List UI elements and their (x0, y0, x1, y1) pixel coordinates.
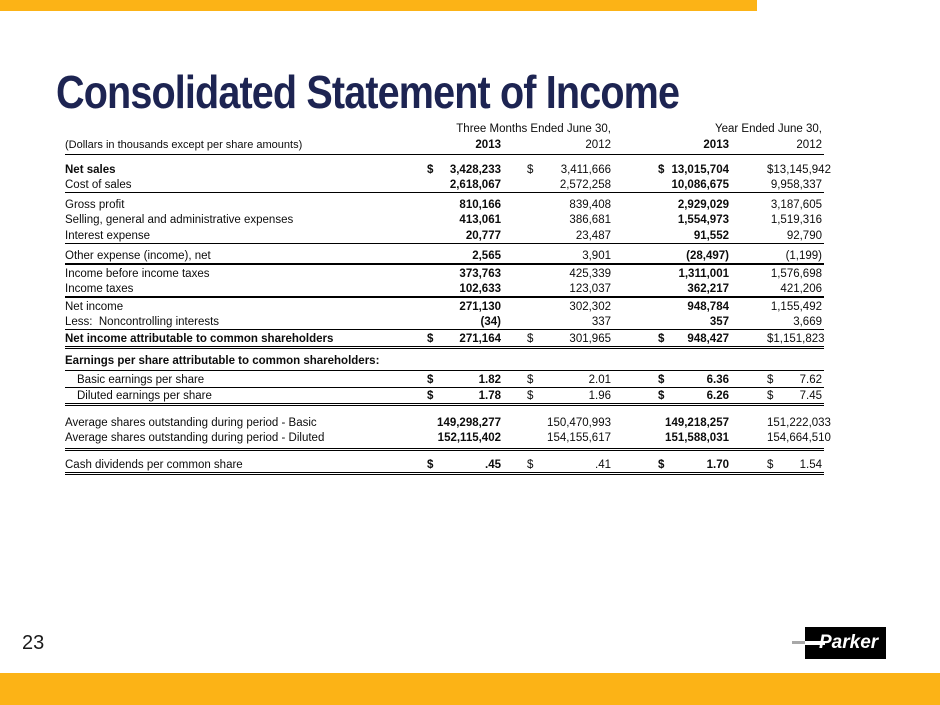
cell-tm-2012 (503, 374, 613, 387)
currency-symbol: $ (658, 458, 665, 471)
row-label: Selling, general and administrative expenses (65, 214, 294, 226)
cell-value: 154,155,617 (547, 432, 611, 444)
cell-value: 3,669 (793, 316, 822, 328)
currency-symbol: $ (767, 458, 774, 471)
page-number: 23 (22, 632, 45, 654)
cell-tm-2013 (423, 417, 503, 430)
cell-value: 154,664,510 (767, 432, 831, 444)
cell-tm-2013 (423, 214, 503, 227)
row-label: Cash dividends per common share (65, 458, 243, 471)
table-row (65, 244, 824, 266)
cell-value: 2,572,258 (559, 179, 611, 191)
cell-value: 152,115,402 (437, 432, 501, 444)
row-label: Income taxes (65, 283, 134, 295)
cell-yr-2013 (613, 459, 731, 472)
cell-yr-2013 (613, 432, 731, 445)
top-accent-bar (0, 0, 757, 11)
cell-tm-2013 (423, 164, 503, 177)
currency-symbol: $ (527, 458, 534, 471)
cell-tm-2013 (423, 390, 503, 403)
cell-value: 421,206 (780, 283, 822, 295)
cell-value: 92,790 (786, 229, 822, 242)
cell-tm-2012 (503, 432, 613, 445)
cell-value: 386,681 (569, 214, 611, 226)
cell-value: 7.62 (799, 373, 822, 386)
cell-value: 3,411,666 (560, 163, 611, 176)
cell-value: 6.26 (706, 390, 729, 402)
cell-yr-2012 (731, 432, 831, 445)
cell-tm-2012 (503, 268, 613, 281)
row-label: Less: Noncontrolling interests (65, 316, 220, 328)
row-label: Interest expense (65, 229, 151, 242)
page-title: Consolidated Statement of Income (56, 65, 680, 118)
currency-symbol: $ (527, 163, 534, 176)
cell-value: 1,519,316 (770, 214, 822, 226)
currency-symbol: $ (767, 332, 774, 345)
currency-symbol: $ (527, 390, 534, 402)
cell-tm-2013 (423, 432, 503, 445)
logo-dash-outer (792, 641, 805, 644)
table-row (65, 430, 831, 452)
cell-tm-2013 (423, 333, 503, 346)
cell-yr-2013 (613, 199, 731, 212)
cell-tm-2013 (423, 268, 503, 281)
table-row (65, 330, 824, 349)
table-row (65, 371, 824, 388)
logo-wordmark: Parker (819, 632, 879, 653)
cell-tm-2013 (423, 199, 503, 212)
currency-symbol: $ (427, 458, 434, 471)
currency-symbol: $ (427, 163, 434, 176)
table-row (65, 161, 831, 177)
cell-value: 357 (709, 316, 729, 328)
cell-value: 1,311,001 (678, 267, 729, 280)
cell-tm-2013 (423, 283, 503, 296)
cell-tm-2012 (503, 230, 613, 243)
cell-tm-2012 (503, 283, 613, 296)
cell-yr-2012 (731, 250, 824, 263)
cell-yr-2012 (731, 333, 824, 346)
table-row (65, 177, 824, 194)
cell-value: 1.78 (478, 390, 501, 402)
cell-yr-2013 (613, 268, 731, 281)
year-header-yr-2013: 2013 (703, 139, 729, 151)
cell-value: 102,633 (459, 283, 501, 295)
cell-value: 3,187,605 (770, 198, 822, 211)
cell-tm-2013 (423, 230, 503, 243)
table-row (65, 388, 824, 407)
currency-symbol: $ (427, 373, 434, 386)
table-body (65, 161, 831, 475)
currency-symbol: $ (658, 332, 665, 345)
currency-symbol: $ (427, 390, 434, 402)
table-note: (Dollars in thousands except per share amounts) (65, 139, 303, 151)
row-label: Gross profit (65, 198, 125, 211)
cell-value: (28,497) (686, 250, 729, 262)
cell-yr-2012 (731, 230, 824, 243)
cell-tm-2012 (503, 214, 613, 227)
cell-tm-2013 (423, 316, 503, 329)
cell-value: 1.82 (478, 373, 501, 386)
cell-value: 10,086,675 (671, 179, 729, 191)
year-header-tm-2012: 2012 (585, 139, 611, 151)
row-label: Net income attributable to common shareholders (65, 332, 334, 345)
table-row (65, 193, 824, 212)
row-label: Earnings per share attributable to common shareholders: (65, 355, 380, 367)
cell-value: 839,408 (569, 198, 611, 211)
group-header-three-months: Three Months Ended June 30, (456, 123, 611, 135)
cell-yr-2012 (731, 416, 831, 430)
row-label: Cost of sales (65, 179, 132, 191)
cell-value: 1,576,698 (770, 267, 822, 280)
bottom-accent-bar (0, 673, 940, 705)
cell-tm-2012 (503, 417, 613, 430)
row-label: Other expense (income), net (65, 250, 211, 262)
cell-value: 151,588,031 (665, 432, 729, 444)
cell-value: 337 (591, 316, 611, 328)
row-label: Income before income taxes (65, 267, 210, 280)
row-label: Basic earnings per share (77, 373, 205, 386)
cell-value: 301,965 (569, 332, 611, 345)
cell-value: (34) (480, 316, 501, 328)
cell-yr-2013 (613, 230, 731, 243)
table-row (65, 298, 824, 314)
cell-value: 13,145,942 (773, 163, 831, 176)
year-header-yr-2012: 2012 (796, 139, 822, 151)
table-year-header-row (65, 135, 824, 155)
table-row (65, 314, 824, 331)
table-row (65, 227, 824, 244)
cell-value: 3,901 (582, 250, 611, 262)
table-row (65, 281, 824, 299)
cell-yr-2012 (731, 214, 824, 227)
cell-value: 1,554,973 (677, 214, 729, 226)
row-label: Net income (65, 300, 124, 313)
cell-value: 271,130 (459, 300, 501, 313)
cell-tm-2013 (423, 459, 503, 472)
currency-symbol: $ (767, 373, 774, 386)
cell-value: 948,427 (687, 332, 729, 345)
cell-tm-2013 (423, 374, 503, 387)
cell-yr-2012 (731, 374, 824, 387)
cell-yr-2012 (731, 163, 831, 177)
cell-yr-2012 (731, 268, 824, 281)
cell-value: 362,217 (687, 283, 729, 295)
row-label: Average shares outstanding during period - Basic (65, 416, 317, 429)
table-row (65, 212, 824, 228)
cell-tm-2013 (423, 250, 503, 263)
cell-value: 948,784 (687, 300, 729, 313)
cell-value: 20,777 (465, 229, 501, 242)
cell-tm-2012 (503, 301, 613, 314)
year-header-tm-2013: 2013 (475, 139, 501, 151)
cell-yr-2013 (613, 214, 731, 227)
cell-tm-2012 (503, 333, 613, 346)
cell-tm-2012 (503, 250, 613, 263)
cell-value: 150,470,993 (547, 416, 611, 429)
cell-yr-2013 (613, 250, 731, 263)
cell-value: 151,222,033 (767, 416, 831, 429)
section-header-row (65, 355, 824, 372)
cell-value: .41 (595, 458, 611, 471)
cell-value: 271,164 (459, 332, 501, 345)
cell-tm-2012 (503, 316, 613, 329)
cell-yr-2013 (613, 417, 731, 430)
income-statement-table (65, 118, 831, 475)
currency-symbol: $ (527, 373, 534, 386)
cell-yr-2013 (613, 301, 731, 314)
cell-value: 1.96 (588, 390, 611, 402)
cell-value: 149,298,277 (437, 416, 501, 429)
currency-symbol: $ (658, 163, 665, 176)
table-row (65, 265, 824, 281)
cell-value: 302,302 (569, 300, 611, 313)
cell-tm-2012 (503, 199, 613, 212)
table-row (65, 414, 831, 430)
cell-yr-2012 (731, 283, 824, 296)
currency-symbol: $ (527, 332, 534, 345)
cell-value: 3,428,233 (449, 163, 501, 176)
cell-value: 1.54 (799, 458, 822, 471)
cell-value: 13,015,704 (671, 163, 729, 176)
cell-value: .45 (485, 458, 501, 471)
cell-tm-2013 (423, 179, 503, 192)
cell-yr-2013 (613, 179, 731, 192)
table-group-header-row (65, 118, 824, 135)
cell-value: 1,155,492 (770, 300, 822, 313)
cell-value: 1,151,823 (773, 332, 825, 345)
cell-value: 149,218,257 (665, 416, 729, 429)
group-header-year-ended: Year Ended June 30, (715, 123, 822, 135)
cell-value: 810,166 (459, 198, 501, 211)
cell-yr-2013 (613, 164, 731, 177)
cell-yr-2012 (731, 301, 824, 314)
cell-yr-2013 (613, 316, 731, 329)
cell-value: 123,037 (569, 283, 611, 295)
cell-value: 413,061 (459, 214, 501, 226)
cell-yr-2012 (731, 316, 824, 329)
cell-value: 1.70 (706, 458, 729, 471)
cell-tm-2013 (423, 301, 503, 314)
cell-value: 2,929,029 (677, 198, 729, 211)
cell-tm-2012 (503, 164, 613, 177)
cell-yr-2013 (613, 283, 731, 296)
cell-yr-2012 (731, 459, 824, 472)
currency-symbol: $ (767, 163, 774, 176)
currency-symbol: $ (658, 373, 665, 386)
currency-symbol: $ (767, 390, 774, 402)
row-label: Average shares outstanding during period - Diluted (65, 432, 325, 444)
cell-value: 2,618,067 (449, 179, 501, 191)
table-row (65, 451, 824, 475)
cell-value: 2,565 (472, 250, 501, 262)
cell-value: 425,339 (569, 267, 611, 280)
currency-symbol: $ (658, 390, 665, 402)
cell-value: (1,199) (785, 250, 822, 262)
cell-yr-2012 (731, 390, 824, 403)
row-label: Net sales (65, 163, 116, 176)
cell-value: 373,763 (459, 267, 501, 280)
cell-yr-2013 (613, 333, 731, 346)
cell-value: 7.45 (799, 390, 822, 402)
cell-value: 6.36 (706, 373, 729, 386)
cell-yr-2012 (731, 199, 824, 212)
cell-tm-2012 (503, 179, 613, 192)
cell-value: 9,958,337 (770, 179, 822, 191)
row-label: Diluted earnings per share (77, 390, 212, 402)
cell-value: 2.01 (588, 373, 611, 386)
cell-value: 91,552 (693, 229, 729, 242)
currency-symbol: $ (427, 332, 434, 345)
cell-yr-2013 (613, 374, 731, 387)
cell-tm-2012 (503, 459, 613, 472)
parker-logo (805, 627, 886, 659)
cell-tm-2012 (503, 390, 613, 403)
cell-yr-2013 (613, 390, 731, 403)
cell-yr-2012 (731, 179, 824, 192)
cell-value: 23,487 (575, 229, 611, 242)
